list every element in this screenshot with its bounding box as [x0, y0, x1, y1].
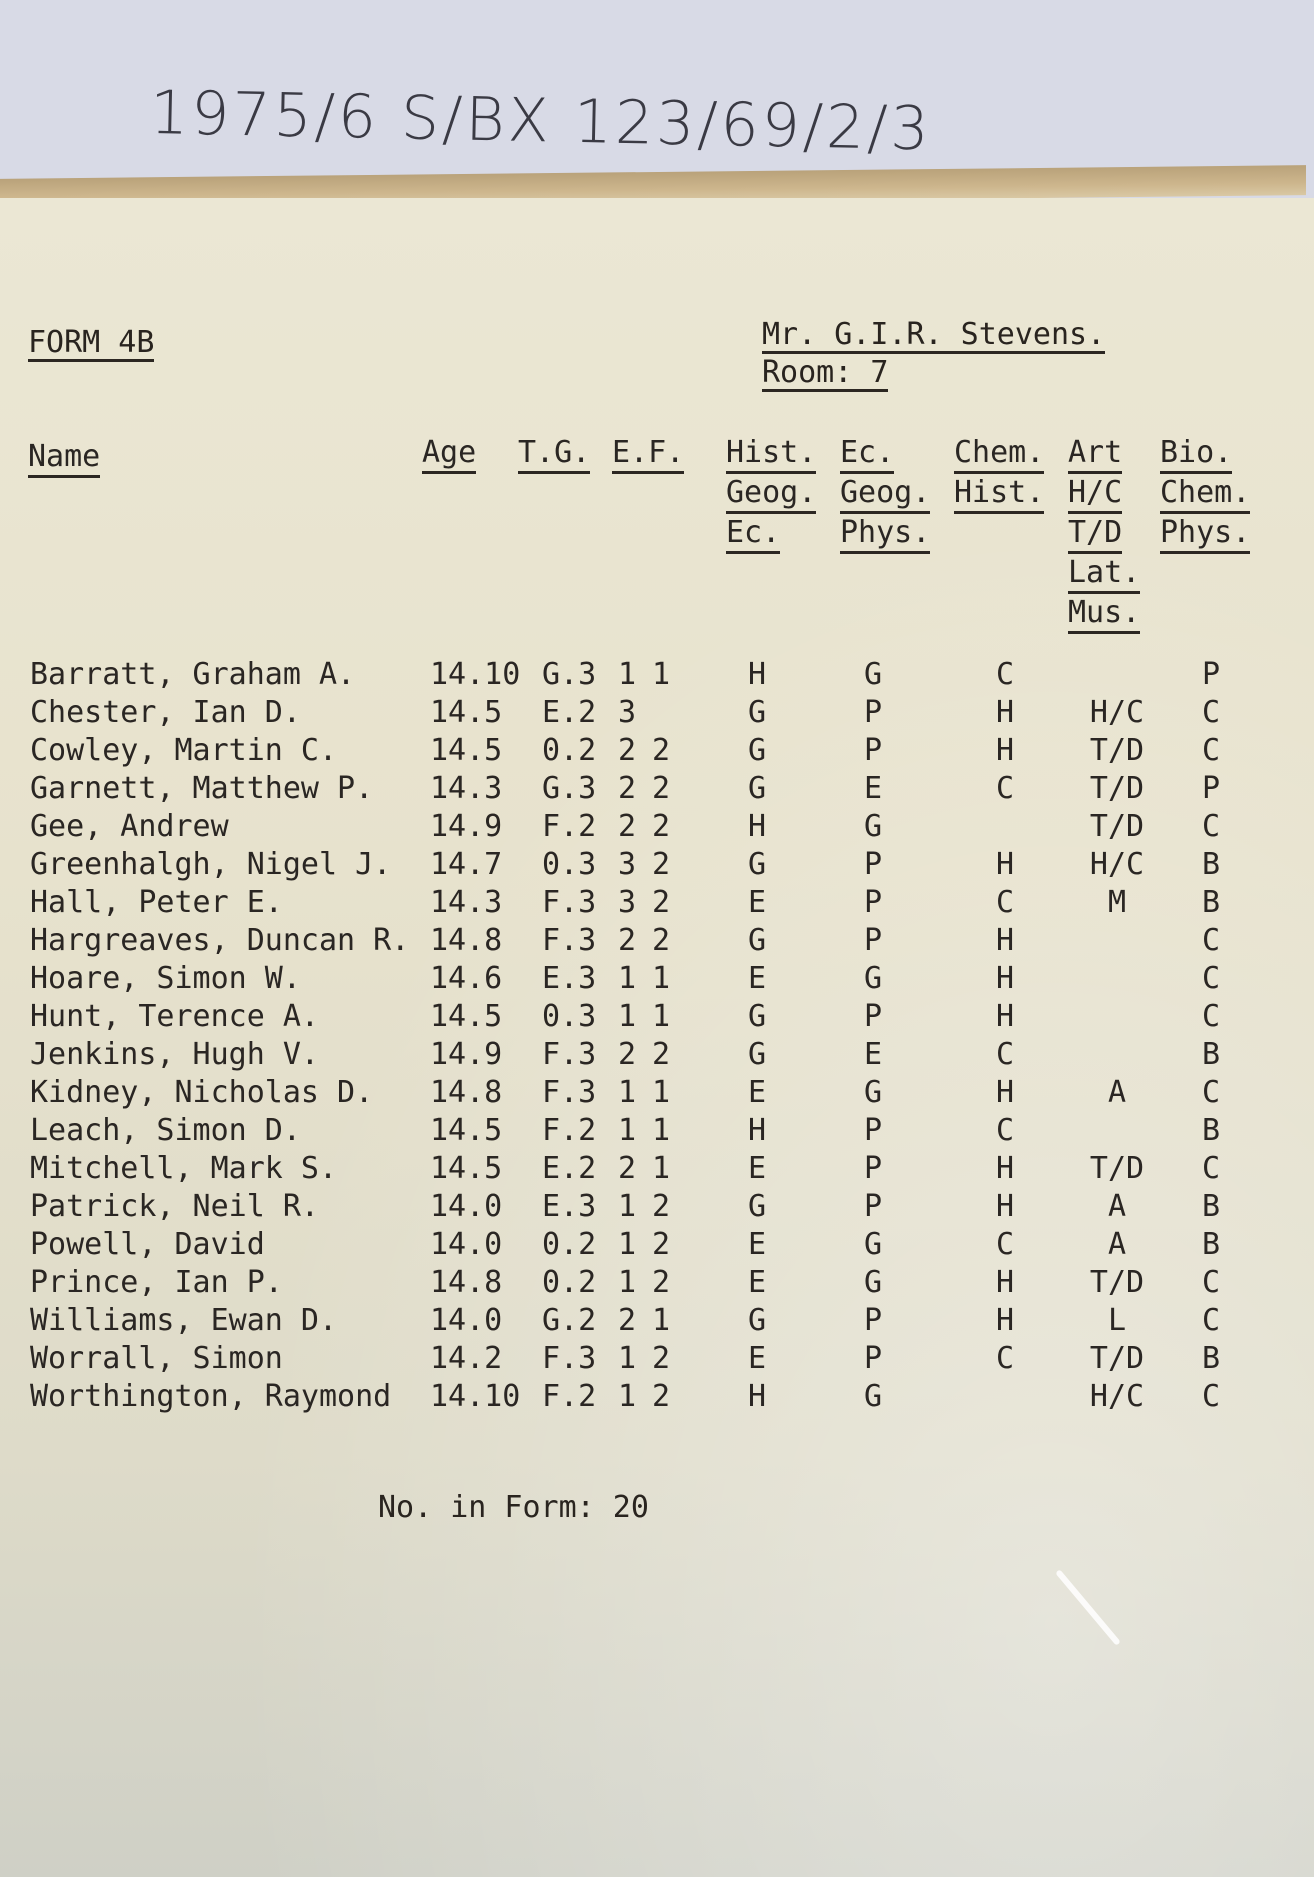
- student-option-5: C: [1201, 1075, 1221, 1110]
- student-option-5: B: [1201, 885, 1221, 920]
- student-e: 1: [618, 999, 637, 1034]
- student-option-1: G: [747, 847, 767, 882]
- student-f: 2: [652, 1227, 671, 1262]
- student-tg: E.3: [542, 1189, 597, 1224]
- table-row: [0, 846, 1314, 884]
- student-option-2: P: [863, 733, 883, 768]
- student-age: 14.5: [430, 733, 503, 768]
- student-tg: E.2: [542, 1151, 597, 1186]
- student-option-3: C: [995, 1037, 1015, 1072]
- student-e: 1: [618, 1227, 637, 1262]
- student-option-4: T/D: [1089, 733, 1145, 768]
- student-option-1: G: [747, 1037, 767, 1072]
- student-option-4: T/D: [1089, 771, 1145, 806]
- student-f: 2: [652, 1379, 671, 1414]
- student-name: Leach, Simon D.: [30, 1113, 301, 1148]
- table-row: [0, 732, 1314, 770]
- table-row: [0, 770, 1314, 808]
- student-age: 14.7: [430, 847, 503, 882]
- student-option-2: P: [863, 1189, 883, 1224]
- student-option-1: G: [747, 771, 767, 806]
- student-f: 1: [652, 999, 671, 1034]
- student-tg: 0.3: [542, 847, 597, 882]
- student-f: 2: [652, 809, 671, 844]
- student-option-3: C: [995, 771, 1015, 806]
- student-e: 1: [618, 1341, 637, 1376]
- student-option-3: H: [995, 1075, 1015, 1110]
- student-option-5: B: [1201, 1341, 1221, 1376]
- student-option-5: B: [1201, 1189, 1221, 1224]
- student-name: Cowley, Martin C.: [30, 733, 338, 768]
- table-row: [0, 884, 1314, 922]
- header-option-1: Hist. Geog. Ec.: [726, 434, 816, 554]
- student-name: Greenhalgh, Nigel J.: [30, 847, 392, 882]
- student-e: 1: [618, 1189, 637, 1224]
- student-age: 14.3: [430, 771, 503, 806]
- student-option-2: E: [863, 771, 883, 806]
- student-option-1: G: [747, 1303, 767, 1338]
- student-option-4: T/D: [1089, 809, 1145, 844]
- student-e: 1: [618, 1379, 637, 1414]
- student-e: 2: [618, 1151, 637, 1186]
- student-age: 14.6: [430, 961, 503, 996]
- student-f: 2: [652, 1265, 671, 1300]
- student-option-5: C: [1201, 1265, 1221, 1300]
- student-e: 1: [618, 961, 637, 996]
- student-option-4: A: [1107, 1075, 1127, 1110]
- student-e: 2: [618, 733, 637, 768]
- student-option-2: P: [863, 999, 883, 1034]
- student-f: 1: [652, 961, 671, 996]
- student-option-1: E: [747, 1151, 767, 1186]
- student-option-1: E: [747, 1341, 767, 1376]
- student-option-3: H: [995, 1189, 1015, 1224]
- student-option-5: B: [1201, 847, 1221, 882]
- header-option-5: Bio. Chem. Phys.: [1160, 434, 1250, 554]
- student-option-5: C: [1201, 809, 1221, 844]
- student-option-5: B: [1201, 1113, 1221, 1148]
- student-e: 2: [618, 1303, 637, 1338]
- student-option-5: C: [1201, 961, 1221, 996]
- student-option-5: C: [1201, 999, 1221, 1034]
- student-option-1: G: [747, 923, 767, 958]
- student-name: Jenkins, Hugh V.: [30, 1037, 319, 1072]
- student-option-3: H: [995, 1303, 1015, 1338]
- student-age: 14.3: [430, 885, 503, 920]
- student-option-1: G: [747, 1189, 767, 1224]
- student-option-2: P: [863, 1113, 883, 1148]
- student-option-2: E: [863, 1037, 883, 1072]
- student-option-4: A: [1107, 1189, 1127, 1224]
- table-row: [0, 1112, 1314, 1150]
- student-option-3: H: [995, 999, 1015, 1034]
- student-option-2: P: [863, 847, 883, 882]
- student-option-1: E: [747, 1227, 767, 1262]
- student-age: 14.0: [430, 1303, 503, 1338]
- student-e: 1: [618, 1265, 637, 1300]
- student-f: 2: [652, 885, 671, 920]
- student-option-5: C: [1201, 733, 1221, 768]
- student-option-4: T/D: [1089, 1341, 1145, 1376]
- student-e: 2: [618, 771, 637, 806]
- student-name: Hall, Peter E.: [30, 885, 283, 920]
- student-e: 1: [618, 1113, 637, 1148]
- student-option-2: P: [863, 1303, 883, 1338]
- student-option-3: H: [995, 961, 1015, 996]
- table-row: [0, 656, 1314, 694]
- student-option-4: T/D: [1089, 1265, 1145, 1300]
- student-name: Powell, David: [30, 1227, 265, 1262]
- table-row: [0, 998, 1314, 1036]
- student-option-1: E: [747, 1265, 767, 1300]
- student-f: 1: [652, 1113, 671, 1148]
- student-age: 14.0: [430, 1189, 503, 1224]
- handwritten-reference: 1975/6 S/BX 123/69/2/3: [149, 78, 933, 165]
- student-tg: F.3: [542, 885, 597, 920]
- student-option-2: G: [863, 1075, 883, 1110]
- student-name: Mitchell, Mark S.: [30, 1151, 338, 1186]
- table-row: [0, 1226, 1314, 1264]
- student-option-2: G: [863, 961, 883, 996]
- student-option-3: C: [995, 657, 1015, 692]
- student-option-1: H: [747, 1379, 767, 1414]
- student-option-5: C: [1201, 695, 1221, 730]
- student-option-1: G: [747, 733, 767, 768]
- form-count: No. in Form: 20: [378, 1490, 649, 1525]
- header-ef: E.F.: [612, 434, 684, 474]
- student-e: 2: [618, 809, 637, 844]
- student-option-3: H: [995, 847, 1015, 882]
- header-tg: T.G.: [518, 434, 590, 474]
- student-tg: 0.2: [542, 733, 597, 768]
- student-e: 2: [618, 1037, 637, 1072]
- student-name: Prince, Ian P.: [30, 1265, 283, 1300]
- student-option-1: H: [747, 657, 767, 692]
- header-option-3: Chem. Hist.: [954, 434, 1044, 514]
- student-tg: E.2: [542, 695, 597, 730]
- student-age: 14.10: [430, 1379, 521, 1414]
- student-tg: 0.2: [542, 1227, 597, 1262]
- student-f: 2: [652, 1037, 671, 1072]
- student-e: 1: [618, 1075, 637, 1110]
- student-option-4: H/C: [1089, 847, 1145, 882]
- student-tg: F.3: [542, 1341, 597, 1376]
- student-tg: G.3: [542, 771, 597, 806]
- student-option-5: P: [1201, 657, 1221, 692]
- student-f: 1: [652, 1303, 671, 1338]
- student-option-3: C: [995, 1341, 1015, 1376]
- room-number: Room: 7: [762, 355, 889, 390]
- student-option-3: H: [995, 695, 1015, 730]
- student-option-1: E: [747, 885, 767, 920]
- table-row: [0, 1074, 1314, 1112]
- student-age: 14.9: [430, 1037, 503, 1072]
- student-f: 2: [652, 733, 671, 768]
- student-option-4: T/D: [1089, 1151, 1145, 1186]
- table-row: [0, 1302, 1314, 1340]
- student-option-2: P: [863, 1341, 883, 1376]
- student-option-3: H: [995, 733, 1015, 768]
- table-row: [0, 922, 1314, 960]
- student-tg: 0.3: [542, 999, 597, 1034]
- student-option-1: G: [747, 695, 767, 730]
- student-e: 1: [618, 657, 637, 692]
- student-age: 14.8: [430, 923, 503, 958]
- student-name: Kidney, Nicholas D.: [30, 1075, 374, 1110]
- student-name: Worthington, Raymond: [30, 1379, 392, 1414]
- form-title: FORM 4B: [28, 325, 155, 360]
- student-option-5: B: [1201, 1227, 1221, 1262]
- student-option-2: P: [863, 1151, 883, 1186]
- student-tg: F.3: [542, 923, 597, 958]
- student-age: 14.5: [430, 695, 503, 730]
- student-name: Hargreaves, Duncan R.: [30, 923, 410, 958]
- student-age: 14.5: [430, 1113, 503, 1148]
- student-f: 1: [652, 1075, 671, 1110]
- student-age: 14.2: [430, 1341, 503, 1376]
- student-option-2: G: [863, 1265, 883, 1300]
- table-row: [0, 960, 1314, 998]
- teacher-name: Mr. G.I.R. Stevens.: [762, 317, 1106, 352]
- student-name: Garnett, Matthew P.: [30, 771, 374, 806]
- student-e: 3: [618, 695, 637, 730]
- student-option-5: B: [1201, 1037, 1221, 1072]
- student-option-2: G: [863, 657, 883, 692]
- student-option-5: C: [1201, 923, 1221, 958]
- document-sheet: [0, 198, 1314, 1877]
- student-option-3: C: [995, 1227, 1015, 1262]
- student-option-2: P: [863, 923, 883, 958]
- student-option-4: H/C: [1089, 1379, 1145, 1414]
- student-tg: F.2: [542, 1379, 597, 1414]
- student-name: Gee, Andrew: [30, 809, 229, 844]
- student-option-1: E: [747, 961, 767, 996]
- table-row: [0, 694, 1314, 732]
- student-option-5: C: [1201, 1151, 1221, 1186]
- student-f: 2: [652, 847, 671, 882]
- student-option-4: H/C: [1089, 695, 1145, 730]
- student-option-3: H: [995, 923, 1015, 958]
- student-option-4: M: [1107, 885, 1127, 920]
- table-row: [0, 1264, 1314, 1302]
- student-e: 2: [618, 923, 637, 958]
- student-name: Williams, Ewan D.: [30, 1303, 338, 1338]
- student-e: 3: [618, 885, 637, 920]
- table-row: [0, 1188, 1314, 1226]
- table-row: [0, 1036, 1314, 1074]
- student-option-5: C: [1201, 1303, 1221, 1338]
- student-option-3: H: [995, 1265, 1015, 1300]
- student-option-1: G: [747, 999, 767, 1034]
- student-option-1: H: [747, 1113, 767, 1148]
- student-name: Hunt, Terence A.: [30, 999, 319, 1034]
- student-option-2: G: [863, 809, 883, 844]
- student-name: Worrall, Simon: [30, 1341, 283, 1376]
- student-age: 14.5: [430, 1151, 503, 1186]
- student-name: Chester, Ian D.: [30, 695, 301, 730]
- student-option-1: H: [747, 809, 767, 844]
- header-name: Name: [28, 438, 100, 478]
- student-age: 14.10: [430, 657, 521, 692]
- header-option-4: Art H/C T/D Lat. Mus.: [1068, 434, 1140, 634]
- student-f: 1: [652, 1151, 671, 1186]
- student-tg: F.2: [542, 809, 597, 844]
- student-tg: F.3: [542, 1075, 597, 1110]
- student-name: Hoare, Simon W.: [30, 961, 301, 996]
- student-age: 14.8: [430, 1265, 503, 1300]
- student-tg: G.3: [542, 657, 597, 692]
- student-option-2: P: [863, 885, 883, 920]
- student-age: 14.5: [430, 999, 503, 1034]
- header-age: Age: [422, 434, 476, 474]
- student-tg: E.3: [542, 961, 597, 996]
- student-e: 3: [618, 847, 637, 882]
- student-f: 2: [652, 771, 671, 806]
- student-name: Barratt, Graham A.: [30, 657, 356, 692]
- student-f: 1: [652, 657, 671, 692]
- student-tg: F.3: [542, 1037, 597, 1072]
- table-row: [0, 1150, 1314, 1188]
- student-option-3: H: [995, 1151, 1015, 1186]
- student-option-3: C: [995, 885, 1015, 920]
- table-row: [0, 1340, 1314, 1378]
- student-option-3: C: [995, 1113, 1015, 1148]
- student-option-5: P: [1201, 771, 1221, 806]
- student-option-2: P: [863, 695, 883, 730]
- student-tg: G.2: [542, 1303, 597, 1338]
- student-option-1: E: [747, 1075, 767, 1110]
- student-age: 14.0: [430, 1227, 503, 1262]
- student-option-2: G: [863, 1379, 883, 1414]
- student-f: 2: [652, 1189, 671, 1224]
- student-f: 2: [652, 1341, 671, 1376]
- student-f: 2: [652, 923, 671, 958]
- student-tg: F.2: [542, 1113, 597, 1148]
- header-option-2: Ec. Geog. Phys.: [840, 434, 930, 554]
- student-name: Patrick, Neil R.: [30, 1189, 319, 1224]
- student-age: 14.9: [430, 809, 503, 844]
- student-age: 14.8: [430, 1075, 503, 1110]
- student-option-2: G: [863, 1227, 883, 1262]
- table-row: [0, 1378, 1314, 1416]
- student-option-4: L: [1107, 1303, 1127, 1338]
- student-option-5: C: [1201, 1379, 1221, 1414]
- table-row: [0, 808, 1314, 846]
- student-tg: 0.2: [542, 1265, 597, 1300]
- student-option-4: A: [1107, 1227, 1127, 1262]
